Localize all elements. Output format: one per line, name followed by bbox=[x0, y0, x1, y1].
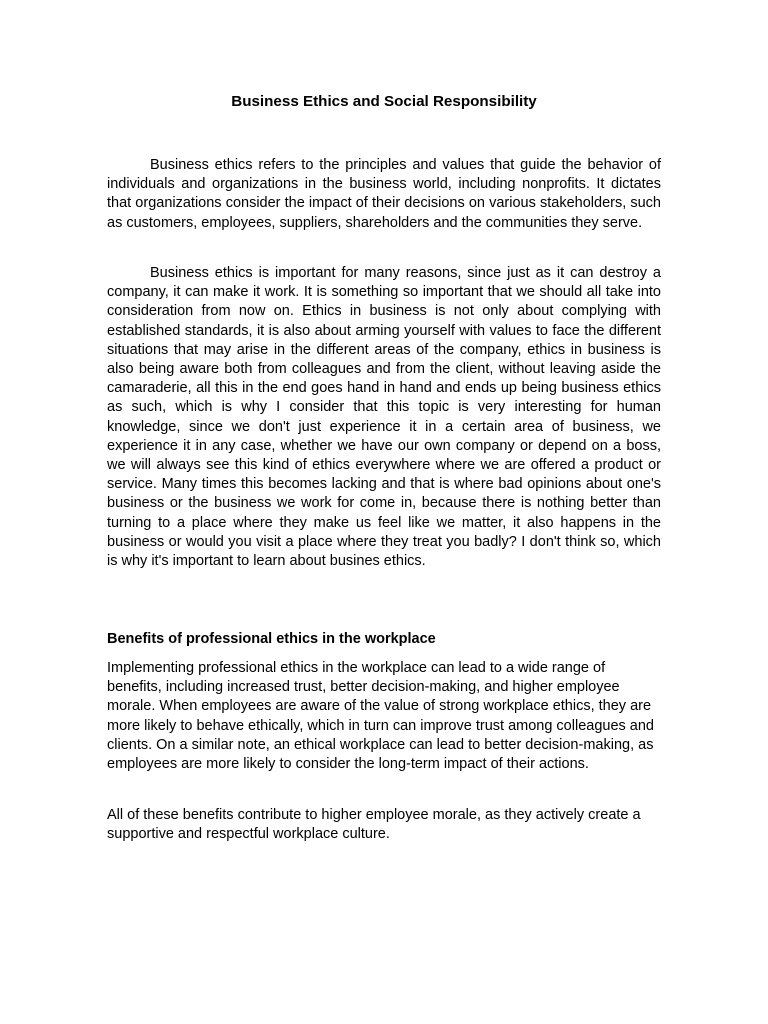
benefits-paragraph: Implementing professional ethics in the workplace can lead to a wide range of benefits, including increased trust, better decision-making, and higher employee morale. When employees are aware of the value of strong workplace ethics, they are more likely to behave ethically, which in turn can improve trust among colleagues and clients. On a similar note, an ethical workplace can lead to better decision-making, as employees are more likely to consider the long-term impact of their actions. bbox=[107, 660, 654, 773]
intro-paragraph: Business ethics refers to the principles and values that guide the behavior of individuals and organizations in the business world, including nonprofits. It dictates that organizations consider the impact of their decisions on various stakeholders, such as customers, employees, suppliers, shareholders and the communities they serve. bbox=[107, 157, 661, 231]
morale-paragraph: All of these benefits contribute to higher employee morale, as they actively create a supportive and respectful workplace culture. bbox=[107, 807, 641, 843]
importance-paragraph: Business ethics is important for many reasons, since just as it can destroy a company, it can make it work. It is something so important that we should all take into consideration from now on. Ethics in business is not only about complying with established standards, it is also about arming yourself with values to face the different situations that may arise in the different areas of the company, ethics in business is also being aware both from colleagues and from the client, without leaving aside the camaraderie, all this in the end goes hand in hand and ends up being business ethics as such, which is why I consider that this topic is very interesting for human knowledge, since we don't just experience it in a certain area of business, we experience it in any case, whether we have our own company or depend on a boss, we will always see this kind of ethics everywhere where we are offered a product or service. Many times this becomes lacking and that is where bad opinions about one's business or the business we work for come in, because there is nothing better than turning to a place where they make us feel like we matter, it also happens in the business or would you visit a place where they treat you badly? I don't think so, which is why it's important to learn about busines ethics. bbox=[107, 265, 661, 570]
section-heading: Benefits of professional ethics in the workplace bbox=[107, 631, 436, 647]
document-title: Business Ethics and Social Responsibility bbox=[231, 93, 537, 110]
